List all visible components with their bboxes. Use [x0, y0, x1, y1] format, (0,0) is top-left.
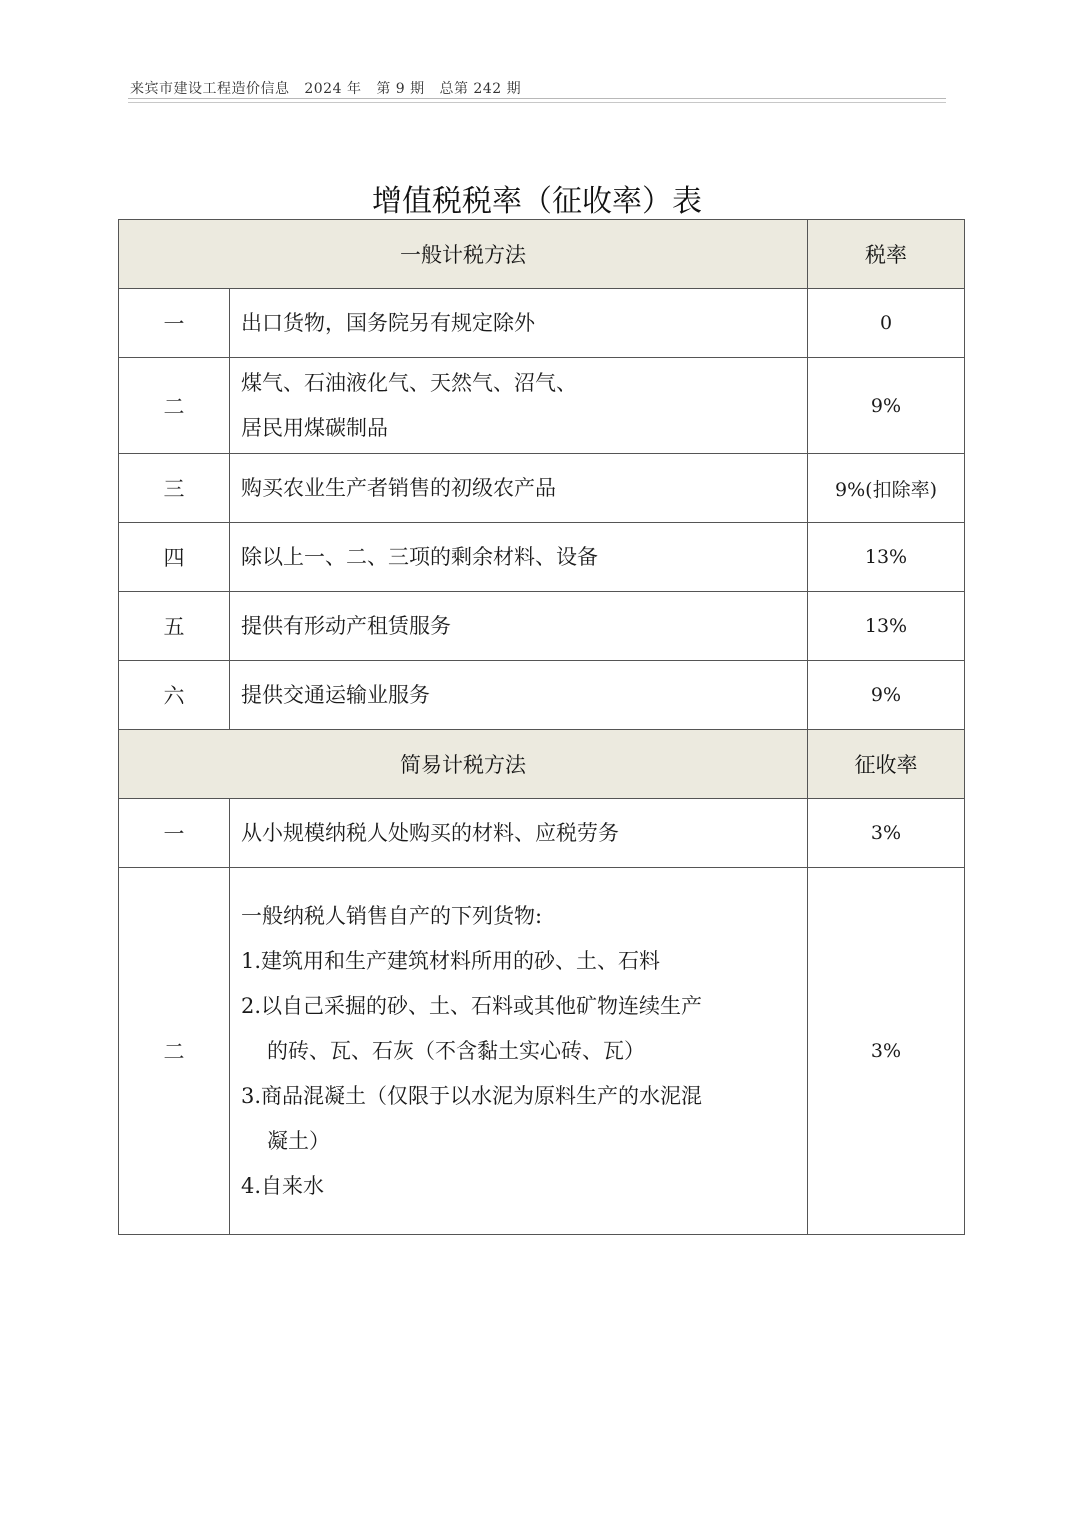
row-description: 出口货物，国务院另有规定除外	[230, 289, 808, 358]
row-rate: 13%	[808, 523, 965, 592]
row-rate: 13%	[808, 592, 965, 661]
description-line: 2.以自己采掘的砂、土、石料或其他矿物连续生产	[241, 993, 703, 1018]
row-description: 提供有形动产租赁服务	[230, 592, 808, 661]
row-index: 四	[119, 523, 230, 592]
row-rate: 3%	[808, 868, 965, 1235]
page-title: 增值税税率（征收率）表	[372, 184, 702, 219]
row-rate: 3%	[808, 799, 965, 868]
description-line: 1.建筑用和生产建筑材料所用的砂、土、石料	[241, 948, 661, 973]
header-divider-secondary	[128, 102, 946, 103]
row-index: 六	[119, 661, 230, 730]
row-index: 一	[119, 289, 230, 358]
row-description: 购买农业生产者销售的初级农产品	[230, 454, 808, 523]
row-rate: 0	[808, 289, 965, 358]
issue-number: 第 9 期	[376, 81, 425, 97]
section-title: 简易计税方法	[119, 730, 808, 799]
table-row	[119, 358, 965, 454]
table-row	[119, 799, 965, 868]
row-description: 提供交通运输业服务	[230, 661, 808, 730]
row-index: 二	[119, 358, 230, 454]
row-description: 从小规模纳税人处购买的材料、应税劳务	[230, 799, 808, 868]
description-line: 煤气、石油液化气、天然气、沼气、	[241, 370, 577, 395]
total-issue-number: 总第 242 期	[439, 81, 522, 97]
section-header-simple	[119, 730, 965, 799]
table-row	[119, 661, 965, 730]
row-index: 三	[119, 454, 230, 523]
vat-rate-table	[118, 219, 965, 1235]
description-line: 一般纳税人销售自产的下列货物:	[241, 903, 543, 928]
description-line: 居民用煤碳制品	[241, 415, 388, 440]
header-divider	[128, 98, 946, 99]
row-description	[230, 868, 808, 1235]
table-row	[119, 868, 965, 1235]
row-description	[230, 358, 808, 454]
row-rate: 9%(扣除率)	[808, 454, 965, 523]
table-row	[119, 454, 965, 523]
table-row	[119, 289, 965, 358]
row-index: 二	[119, 868, 230, 1235]
row-rate: 9%	[808, 358, 965, 454]
publication-name: 来宾市建设工程造价信息	[130, 81, 290, 97]
description-line: 的砖、瓦、石灰（不含黏土实心砖、瓦）	[267, 1038, 645, 1063]
row-index: 一	[119, 799, 230, 868]
issue-year: 2024 年	[304, 81, 362, 97]
description-line: 3.商品混凝土（仅限于以水泥为原料生产的水泥混	[241, 1083, 703, 1108]
section-header-general	[119, 220, 965, 289]
description-line: 凝土）	[267, 1128, 330, 1153]
table-row	[119, 523, 965, 592]
description-line: 4.自来水	[241, 1173, 325, 1198]
rate-column-heading: 征收率	[808, 730, 965, 799]
row-description: 除以上一、二、三项的剩余材料、设备	[230, 523, 808, 592]
row-rate: 9%	[808, 661, 965, 730]
rate-column-heading: 税率	[808, 220, 965, 289]
running-header	[130, 78, 521, 98]
table-row	[119, 592, 965, 661]
section-title: 一般计税方法	[119, 220, 808, 289]
row-index: 五	[119, 592, 230, 661]
